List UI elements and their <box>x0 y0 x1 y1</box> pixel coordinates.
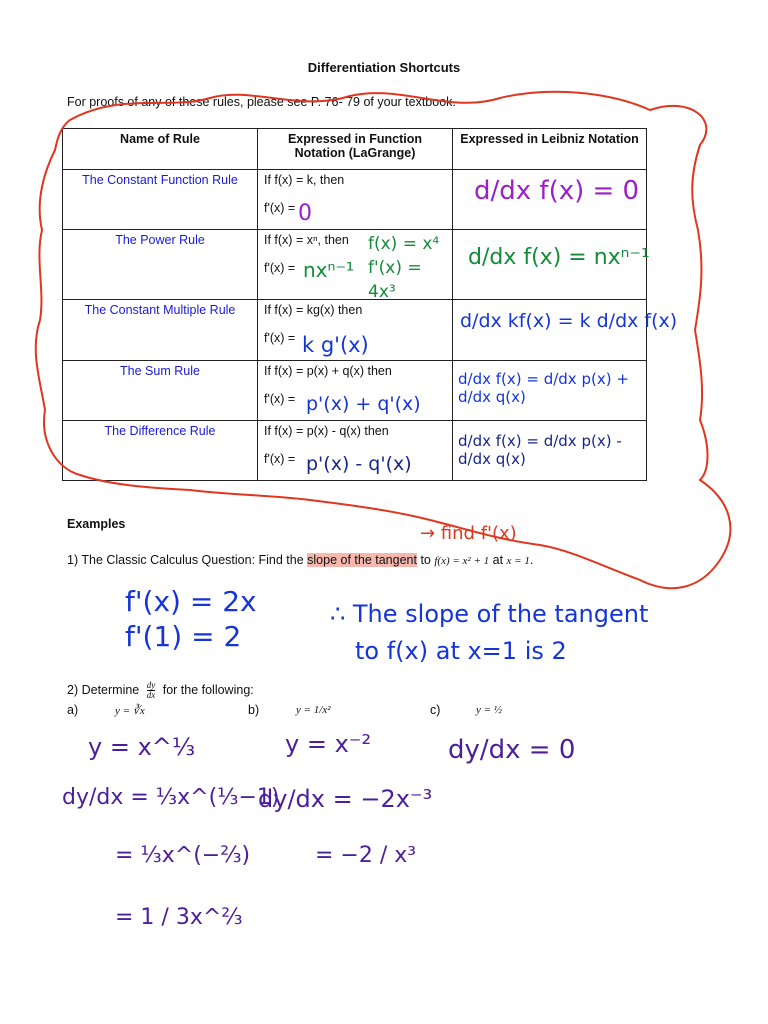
hw-b-work-3: = −2 / x³ <box>315 843 417 868</box>
hw-leibniz-2: d/dx f(x) = nxⁿ⁻¹ <box>468 245 650 270</box>
rule-condition: If f(x) = k, then <box>264 173 345 187</box>
examples-heading: Examples <box>67 517 126 531</box>
q1-mid: to <box>416 553 435 567</box>
hw-find-fprime-note: → find f'(x) <box>420 523 517 544</box>
hw-lagrange-2: nxⁿ⁻¹ <box>303 258 355 282</box>
part-b-label: b) <box>248 703 260 717</box>
hw-q1-conclusion-1: ∴ The slope of the tangent <box>330 600 649 628</box>
rule-condition: If f(x) = p(x) - q(x) then <box>264 424 389 438</box>
intro-text: For proofs of any of these rules, please see P. 76- 79 of your textbook. <box>67 95 456 109</box>
hw-lagrange-5: p'(x) - q'(x) <box>306 453 412 475</box>
rule-fprime-label: f'(x) = <box>264 261 296 275</box>
hw-power-example: f(x) = x⁴ f'(x) = 4x³ <box>368 234 440 302</box>
q1-prefix: 1) The Classic Calculus Question: Find the <box>67 553 308 567</box>
rule-name: The Sum Rule <box>63 361 258 421</box>
rule-condition: If f(x) = kg(x) then <box>264 303 363 317</box>
hw-a-work-3: = ⅓x^(−⅔) <box>115 843 251 868</box>
rule-condition: If f(x) = p(x) + q(x) then <box>264 364 392 378</box>
q1-highlight: slope of the tangent <box>307 553 417 567</box>
q1-at: at <box>489 553 507 567</box>
hw-leibniz-1: d/dx f(x) = 0 <box>474 176 640 206</box>
hw-b-work-2: dy/dx = −2x⁻³ <box>258 785 433 813</box>
question-2 <box>67 681 254 700</box>
page-title: Differentiation Shortcuts <box>307 60 461 75</box>
part-a-expr: y = ∛x <box>115 705 145 717</box>
hw-leibniz-5: d/dx f(x) = d/dx p(x) - d/dx q(x) <box>458 432 622 468</box>
part-c-label: c) <box>430 703 441 717</box>
hw-lagrange-3: k g'(x) <box>302 333 369 357</box>
q2-suffix: for the following: <box>162 682 254 697</box>
question-1 <box>67 553 533 567</box>
hw-b-work-1: y = x⁻² <box>285 730 372 758</box>
rule-name: The Power Rule <box>63 230 258 300</box>
q2-frac-num: dy <box>146 680 156 690</box>
header-name-of-rule: Name of Rule <box>63 129 258 170</box>
part-c-expr: y = ½ <box>476 704 503 716</box>
hw-c-work-1: dy/dx = 0 <box>448 735 576 765</box>
q1-point: x = 1 <box>506 555 530 567</box>
q1-end: . <box>529 553 534 567</box>
hw-leibniz-3: d/dx kf(x) = k d/dx f(x) <box>460 310 678 332</box>
rule-name: The Difference Rule <box>63 421 258 481</box>
header-leibniz-notation: Expressed in Leibniz Notation <box>453 129 647 170</box>
hw-q1-work-2: f'(1) = 2 <box>125 620 242 653</box>
hw-q1-work-1: f'(x) = 2x <box>125 585 257 618</box>
rule-fprime-label: f'(x) = <box>264 392 296 406</box>
part-b-expr: y = 1/x² <box>296 704 331 716</box>
q2-dy-dx <box>147 681 156 700</box>
header-function-notation: Expressed in Function Notation (LaGrange) <box>258 129 453 170</box>
hw-leibniz-4: d/dx f(x) = d/dx p(x) + d/dx q(x) <box>458 370 629 406</box>
hw-q1-conclusion-2: to f(x) at x=1 is 2 <box>355 637 567 665</box>
hw-lagrange-4: p'(x) + q'(x) <box>306 393 421 415</box>
rule-name: The Constant Multiple Rule <box>63 300 258 361</box>
hw-a-work-4: = 1 / 3x^⅔ <box>115 905 243 930</box>
rule-fprime-label: f'(x) = <box>264 331 296 345</box>
rule-fprime-label: f'(x) = <box>264 201 296 215</box>
hw-lagrange-1: 0 <box>298 201 312 226</box>
q1-function: f(x) = x² + 1 <box>434 555 490 567</box>
rule-name: The Constant Function Rule <box>63 170 258 230</box>
q2-frac-den: dx <box>146 690 156 700</box>
rule-condition: If f(x) = xⁿ, then <box>264 233 349 247</box>
hw-a-work-1: y = x^⅓ <box>88 733 196 761</box>
rule-fprime-label: f'(x) = <box>264 452 296 466</box>
q2-prefix: 2) Determine <box>67 682 140 697</box>
part-a-label: a) <box>67 703 79 717</box>
hw-a-work-2: dy/dx = ⅓x^(⅓−1) <box>62 785 280 810</box>
